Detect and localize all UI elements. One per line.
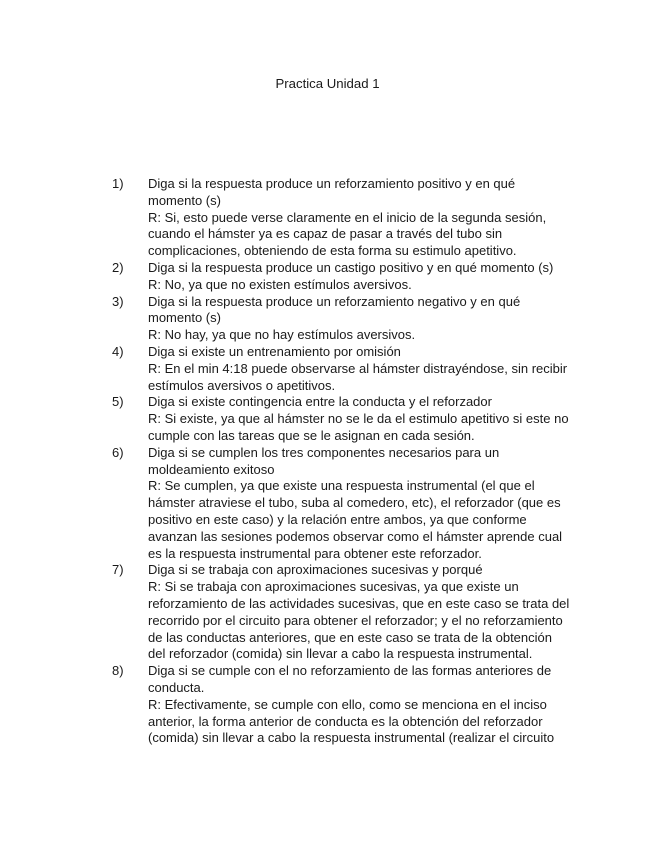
item-number: 1) <box>112 176 124 191</box>
item-body <box>148 344 572 394</box>
item-question: Diga si existe un entrenamiento por omisión <box>148 343 401 359</box>
item-number: 5) <box>112 394 124 410</box>
item-number: 8) <box>112 663 124 679</box>
item-question: Diga si se cumple con el no reforzamiento de las formas anteriores de conducta. <box>148 663 552 695</box>
item-body <box>148 562 572 663</box>
item-body <box>148 176 572 260</box>
item-body <box>148 663 572 747</box>
item-answer: R: En el min 4:18 puede observarse al hámster distrayéndose, sin recibir estímulos aversivos o apetitivos. <box>148 360 568 393</box>
question-list <box>112 176 572 747</box>
item-body <box>148 260 572 294</box>
item-body <box>148 394 572 444</box>
item-answer: R: Si, esto puede verse claramente en el inicio de la segunda sesión, cuando el hámster ya es capaz de pasar a través del tubo sin complicaciones, obteniendo de esta forma su estimulo apetitivo. <box>148 209 547 259</box>
item-number: 3) <box>112 293 124 309</box>
item-question: Diga si existe contingencia entre la conducta y el reforzador <box>148 394 492 410</box>
item-question: Diga si la respuesta produce un castigo positivo y en qué momento (s) <box>148 259 554 275</box>
item-question: Diga si la respuesta produce un reforzamiento positivo y en qué momento (s) <box>148 176 516 208</box>
item-number: 7) <box>112 562 124 578</box>
list-item <box>112 260 572 294</box>
item-body <box>148 294 572 344</box>
list-item <box>112 562 572 663</box>
item-answer: R: Si se trabaja con aproximaciones sucesivas, ya que existe un reforzamiento de las actividades sucesivas, que en este caso se trata del recorrido por el circuito para obtener el reforzador; y el no reforzamiento de las conductas anteriores, que en este caso se trata de la obtención del reforzador (comida) sin llevar a cabo la respuesta instrumental. <box>148 579 570 662</box>
list-item <box>112 394 572 444</box>
item-answer: R: No hay, ya que no hay estímulos aversivos. <box>148 327 416 343</box>
list-item <box>112 663 572 747</box>
item-answer: R: Se cumplen, ya que existe una respuesta instrumental (el que el hámster atraviese el tubo, suba al comedero, etc), el reforzador (que es positivo en este caso) y la relación entre ambos, ya que conforme avanzan las sesiones podemos observar como el hámster aprende cual es la respuesta instrumental para obtener este reforzador. <box>148 478 563 561</box>
item-number: 4) <box>112 343 124 359</box>
item-number: 2) <box>112 259 124 275</box>
list-item <box>112 294 572 344</box>
item-answer: R: Efectivamente, se cumple con ello, como se menciona en el inciso anterior, la forma anterior de conducta es la obtención del reforzador (comida) sin llevar a cabo la respuesta instrumental (realizar el circuito <box>148 696 555 746</box>
list-item <box>112 445 572 563</box>
document-title: Practica Unidad 1 <box>275 76 380 91</box>
item-question: Diga si se cumplen los tres componentes necesarios para un moldeamiento exitoso <box>148 444 500 477</box>
item-body <box>148 445 572 563</box>
list-item <box>112 176 572 260</box>
item-question: Diga si la respuesta produce un reforzamiento negativo y en qué momento (s) <box>148 293 521 326</box>
item-answer: R: No, ya que no existen estímulos aversivos. <box>148 276 412 292</box>
item-answer: R: Si existe, ya que al hámster no se le da el estimulo apetitivo si este no cumple con las tareas que se le asignan en cada sesión. <box>148 411 569 443</box>
item-question: Diga si se trabaja con aproximaciones sucesivas y porqué <box>148 562 483 578</box>
list-item <box>112 344 572 394</box>
item-number: 6) <box>112 444 124 460</box>
